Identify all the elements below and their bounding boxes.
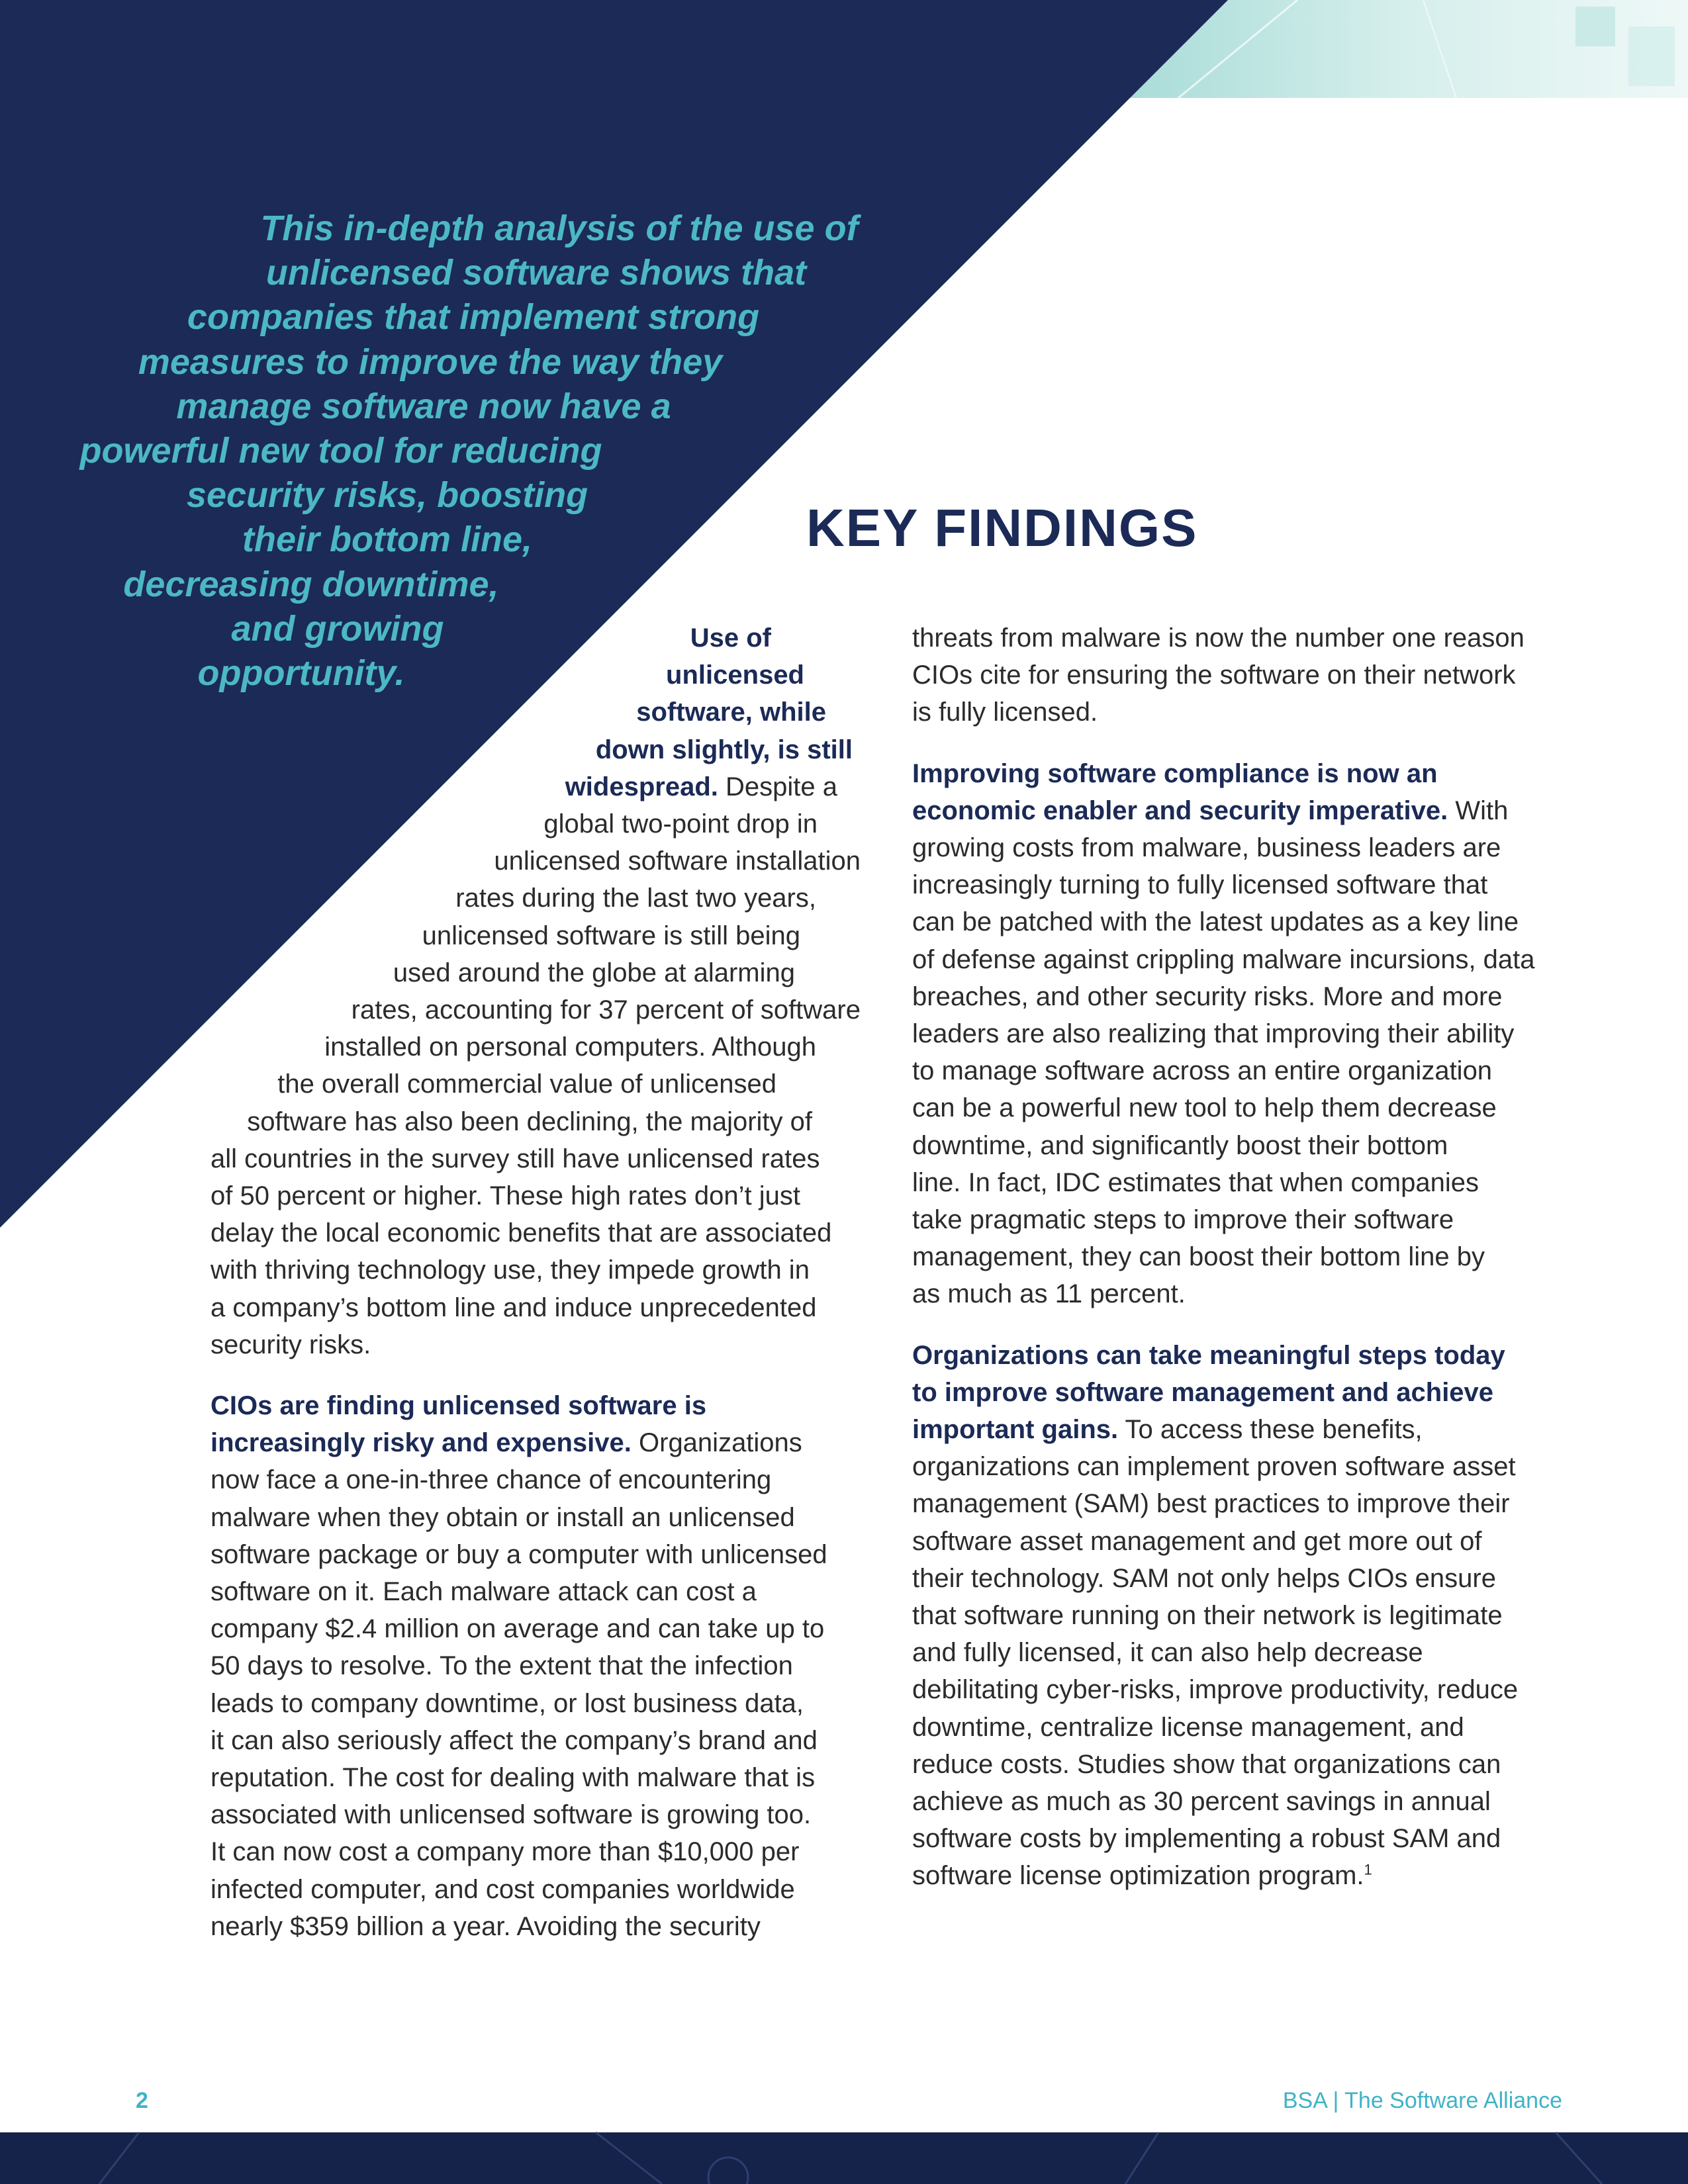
- body-text: installed on personal computers. Although: [324, 1032, 816, 1062]
- body-text: reputation. The cost for dealing with malware that is: [211, 1763, 816, 1792]
- body-text: delay the local economic benefits that are associated: [211, 1218, 832, 1248]
- pull-quote-line: powerful new tool for reducing: [79, 431, 602, 471]
- lead-in-bold: CIOs are finding unlicensed software is: [211, 1391, 707, 1420]
- lead-in-bold: software, while: [636, 698, 826, 727]
- body-text: increasingly turning to fully licensed software that: [912, 870, 1488, 900]
- body-text: It can now cost a company more than $10,000 per: [211, 1837, 800, 1867]
- body-text-line: [211, 1424, 802, 1461]
- body-text: downtime, and significantly boost their bottom: [912, 1130, 1448, 1160]
- body-text: security risks.: [211, 1330, 371, 1359]
- body-text: leads to company downtime, or lost business data,: [211, 1688, 804, 1718]
- body-text-line: [211, 1326, 371, 1363]
- body-text-line: [912, 1275, 1186, 1312]
- page-number: 2: [136, 2088, 148, 2113]
- lead-in-bold: Improving software compliance is now an: [912, 758, 1438, 788]
- body-text: and fully licensed, it can also help decrease: [912, 1638, 1423, 1668]
- body-text-line: [666, 657, 804, 694]
- body-text-line: [912, 619, 1524, 657]
- body-text-line: [211, 1685, 804, 1722]
- lead-in-bold: widespread.: [565, 772, 718, 801]
- body-text: Despite a: [718, 772, 837, 801]
- body-text-line: [912, 1448, 1516, 1485]
- body-text-line: [636, 694, 826, 731]
- body-text: used around the globe at alarming: [393, 958, 795, 987]
- body-text: that software running on their network is legitimate: [912, 1601, 1503, 1630]
- body-text: infected computer, and cost companies worldwide: [211, 1874, 795, 1904]
- pull-quote-line: companies that implement strong: [187, 297, 760, 338]
- body-text: software costs by implementing a robust SAM and: [912, 1824, 1501, 1854]
- body-text-line: [912, 903, 1519, 940]
- body-text: leaders are also realizing that improving their ability: [912, 1019, 1515, 1048]
- body-text: breaches, and other security risks. More and more: [912, 981, 1503, 1011]
- body-text-line: [211, 1871, 795, 1908]
- pull-quote-line: opportunity.: [197, 653, 405, 693]
- lead-in-bold: Organizations can take meaningful steps today: [912, 1340, 1505, 1370]
- body-text-line: [912, 1560, 1496, 1597]
- body-text-line: [211, 1722, 818, 1759]
- body-text: can be a powerful new tool to help them decrease: [912, 1093, 1497, 1123]
- body-text-line: [912, 1164, 1479, 1201]
- body-text-line: [912, 1709, 1464, 1746]
- lead-in-bold: important gains.: [912, 1415, 1119, 1444]
- body-text-line: [912, 1523, 1482, 1560]
- body-text: rates during the last two years,: [455, 884, 816, 913]
- body-text: take pragmatic steps to improve their software: [912, 1205, 1454, 1234]
- body-text-line: [912, 1052, 1492, 1089]
- page-title: KEY FINDINGS: [806, 498, 1198, 557]
- body-text: global two-point drop in: [543, 809, 818, 839]
- body-text-line: [211, 1214, 831, 1251]
- body-text: as much as 11 percent.: [912, 1279, 1186, 1309]
- pull-quote-line: unlicensed software shows that: [265, 253, 807, 293]
- body-text: can be patched with the latest updates as a key line: [912, 907, 1519, 937]
- body-text-line: [912, 1201, 1454, 1238]
- pull-quote-line: security risks, boosting: [186, 475, 588, 516]
- body-text-line: [422, 917, 800, 954]
- body-text-line: [277, 1066, 776, 1103]
- footer-navy-band: [0, 2132, 1688, 2184]
- body-text-line: [912, 1820, 1501, 1857]
- body-text: company $2.4 million on average and can take up to: [211, 1614, 825, 1644]
- pull-quote-line: and growing: [231, 608, 444, 649]
- pull-quote-line: decreasing downtime,: [123, 564, 499, 604]
- body-text: of defense against crippling malware incursions, data: [912, 944, 1535, 974]
- body-text: With: [1448, 796, 1509, 825]
- lead-in-bold: economic enabler and security imperative.: [912, 796, 1448, 825]
- body-text: Organizations: [631, 1428, 802, 1458]
- body-text-line: [211, 1536, 827, 1573]
- body-text-line: [352, 991, 861, 1028]
- lead-in-bold: down slightly, is still: [595, 735, 853, 764]
- body-text: software asset management and get more out of: [912, 1526, 1482, 1556]
- body-text-line: [211, 1908, 761, 1945]
- body-text-line: [690, 619, 771, 657]
- body-text-line: [912, 1671, 1518, 1708]
- body-text: management (SAM) best practices to improve their: [912, 1489, 1510, 1519]
- body-text: downtime, centralize license management, and: [912, 1712, 1464, 1742]
- body-text-line: [912, 1746, 1501, 1783]
- body-text: it can also seriously affect the company’s brand and: [211, 1725, 818, 1755]
- body-text-line: [912, 657, 1516, 694]
- body-text-line: [912, 1374, 1493, 1411]
- body-text: is fully licensed.: [912, 698, 1098, 727]
- pull-quote-line: manage software now have a: [176, 386, 671, 426]
- body-text-line: [211, 1177, 800, 1214]
- body-text-line: [912, 1597, 1503, 1634]
- body-text-line: [211, 1610, 824, 1647]
- body-text: debilitating cyber-risks, improve productivity, reduce: [912, 1675, 1519, 1705]
- body-text: management, they can boost their bottom line by: [912, 1242, 1485, 1272]
- header-decor-block: [1575, 7, 1615, 46]
- body-text: the overall commercial value of unlicensed: [277, 1069, 776, 1099]
- body-text: software has also been declining, the majority of: [247, 1107, 812, 1136]
- body-text-line: [211, 1796, 811, 1833]
- pull-quote-line: This in-depth analysis of the use of: [260, 208, 859, 248]
- body-text-line: [912, 829, 1501, 866]
- body-text-line: [211, 1647, 793, 1684]
- body-text-line: [211, 1140, 820, 1177]
- body-text-line: [211, 1387, 706, 1424]
- body-text-line: [211, 1759, 815, 1796]
- lead-in-bold: to improve software management and achieve: [912, 1377, 1494, 1407]
- body-text-line: [912, 1015, 1514, 1052]
- body-text: software package or buy a computer with unlicensed: [211, 1539, 827, 1569]
- body-text: software on it. Each malware attack can cost a: [211, 1577, 757, 1606]
- footnote-marker: 1: [1364, 1862, 1372, 1879]
- body-text-line: [912, 941, 1535, 978]
- body-text: of 50 percent or higher. These high rates don’t just: [211, 1181, 800, 1210]
- body-text: CIOs cite for ensuring the software on their network: [912, 660, 1516, 690]
- body-text: malware when they obtain or install an unlicensed: [211, 1502, 795, 1532]
- body-text-line: [543, 805, 818, 842]
- body-text: a company’s bottom line and induce unprecedented: [211, 1293, 817, 1322]
- body-text: To access these benefits,: [1118, 1415, 1423, 1444]
- body-text-line: [912, 866, 1487, 903]
- body-text: 50 days to resolve. To the extent that the infection: [211, 1651, 793, 1681]
- body-text-line: [565, 768, 837, 805]
- body-text: achieve as much as 30 percent savings in annual: [912, 1787, 1491, 1816]
- body-text-line: [912, 1857, 1372, 1894]
- body-text-line: [211, 1251, 810, 1289]
- body-text-line: [912, 1411, 1423, 1448]
- body-text-line: [324, 1028, 816, 1066]
- body-text: line. In fact, IDC estimates that when companies: [912, 1167, 1479, 1197]
- body-text: nearly $359 billion a year. Avoiding the security: [211, 1911, 761, 1941]
- body-text-line: [912, 755, 1438, 792]
- body-text: their technology. SAM not only helps CIOs ensure: [912, 1563, 1496, 1593]
- body-text-line: [211, 1499, 795, 1536]
- body-text-line: [494, 842, 861, 880]
- body-text: to manage software across an entire organization: [912, 1056, 1493, 1086]
- body-text-line: [596, 731, 853, 768]
- body-text-line: [211, 1573, 757, 1610]
- lead-in-bold: increasingly risky and expensive.: [211, 1428, 632, 1458]
- pull-quote-line: measures to improve the way they: [138, 341, 723, 382]
- body-text: associated with unlicensed software is growing too.: [211, 1800, 812, 1830]
- body-text: organizations can implement proven software asset: [912, 1452, 1516, 1482]
- body-text-line: [211, 1461, 771, 1498]
- body-text-line: [912, 792, 1508, 829]
- body-text-line: [393, 954, 795, 991]
- body-text: threats from malware is now the number one reason: [912, 623, 1524, 653]
- body-text: now face a one-in-three chance of encountering: [211, 1465, 772, 1495]
- body-text: software license optimization program.: [912, 1861, 1364, 1891]
- body-text: unlicensed software is still being: [422, 921, 800, 950]
- body-text-line: [912, 694, 1098, 731]
- body-text-line: [912, 1089, 1497, 1126]
- footer-brand: BSA | The Software Alliance: [1282, 2088, 1562, 2113]
- body-text-line: [912, 1634, 1423, 1671]
- body-text-line: [247, 1103, 812, 1140]
- body-text: unlicensed software installation: [494, 846, 861, 876]
- body-text-line: [912, 978, 1503, 1015]
- body-text-line: [912, 1127, 1448, 1164]
- lead-in-bold: Use of: [690, 623, 771, 653]
- body-text-line: [211, 1289, 816, 1326]
- body-text: all countries in the survey still have unlicensed rates: [211, 1144, 820, 1173]
- body-text-line: [912, 1783, 1491, 1820]
- lead-in-bold: unlicensed: [666, 660, 804, 690]
- body-text: reduce costs. Studies show that organizations can: [912, 1749, 1501, 1779]
- header-decor-block: [1628, 26, 1675, 86]
- pull-quote-line: their bottom line,: [242, 520, 532, 560]
- body-text: growing costs from malware, business leaders are: [912, 833, 1501, 862]
- body-text-line: [912, 1485, 1510, 1522]
- body-text-line: [912, 1337, 1505, 1374]
- body-text-line: [211, 1833, 799, 1870]
- body-text-line: [455, 880, 816, 917]
- body-text: rates, accounting for 37 percent of software: [351, 995, 861, 1024]
- body-text: with thriving technology use, they impede growth in: [211, 1255, 810, 1285]
- body-text-line: [912, 1238, 1485, 1275]
